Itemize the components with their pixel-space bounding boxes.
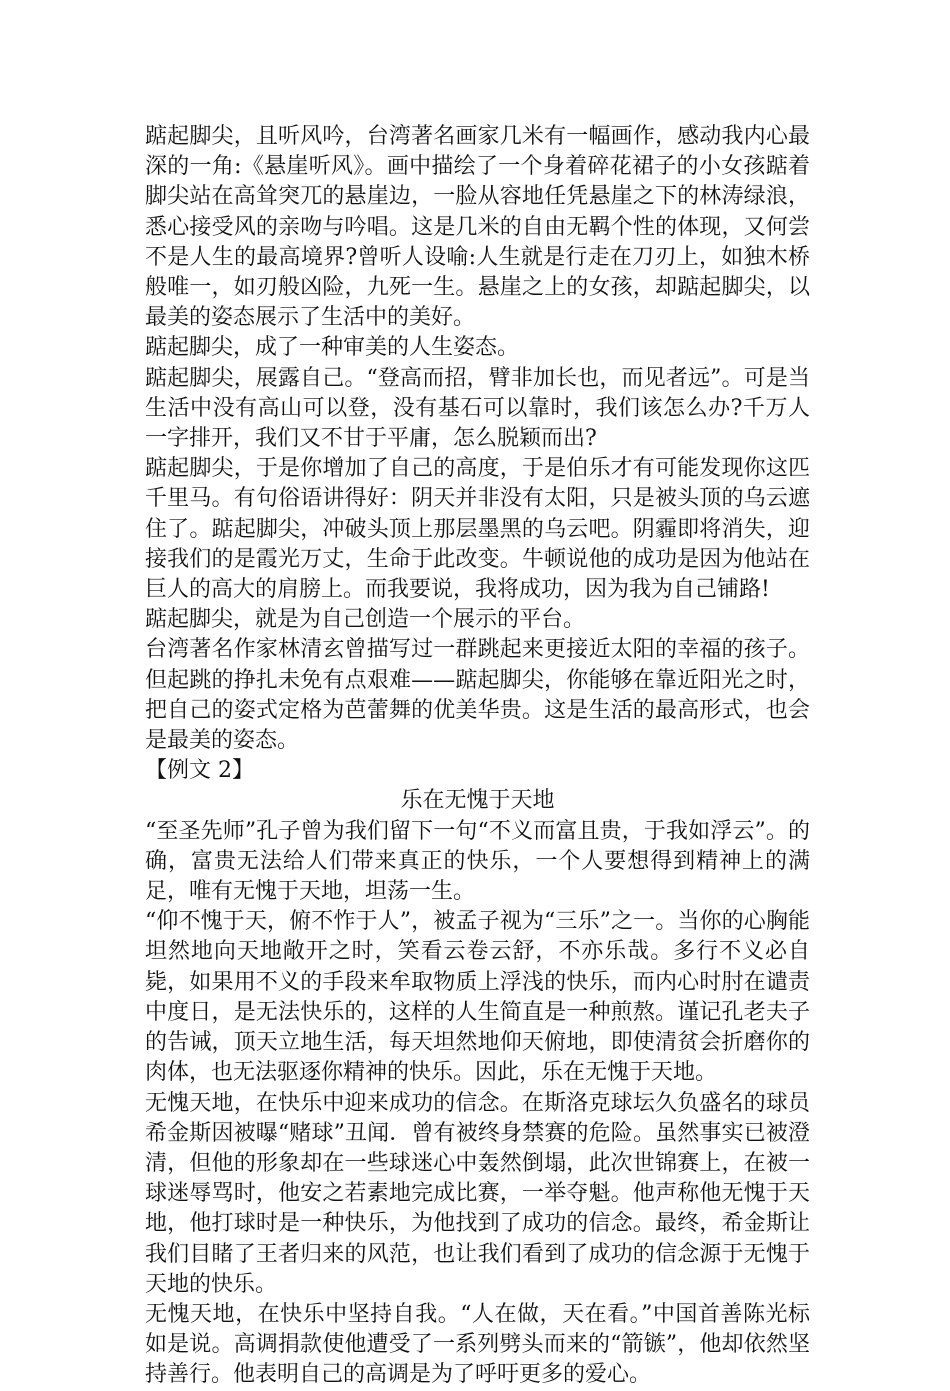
essay-title: 乐在无愧于天地 xyxy=(400,788,555,814)
document-page xyxy=(145,122,810,1391)
paragraph-chen-guangbiao: 无愧天地，在快乐中坚持自我。“人在做，天在看。”中国首善陈光标如是说。高调捐款使他遭受了一系列劈头而来的“箭镞”，他却依然坚持善行。他表明自己的高调是为了呼吁更多的爱心。 xyxy=(145,1301,810,1388)
paragraph-show-self: 踮起脚尖，展露自己。“登高而招，臂非加长也，而见者远”。可是当生活中没有高山可以登，没有基石可以靠时，我们该怎么办?千万人一字排开，我们又不甘于平庸，怎么脱颖而出? xyxy=(145,365,810,452)
example-label: 【例文 2】 xyxy=(145,758,254,784)
paragraph-higgins: 无愧天地，在快乐中迎来成功的信念。在斯洛克球坛久负盛名的球员希金斯因被曝“赌球”丑闻．曾有被终身禁赛的危险。虽然事实已被澄清，但他的形象却在一些球迷心中轰然倒塌，此次世锦赛上，在被一球迷辱骂时，他安之若素地完成比赛，一举夺魁。他声称他无愧于天地，他打球时是一种快乐，为他找到了成功的信念。最终，希金斯让我们目睹了王者归来的风范，也让我们看到了成功的信念源于无愧于天地的快乐。 xyxy=(145,1090,810,1297)
paragraph-platform: 踮起脚尖，就是为自己创造一个展示的平台。 xyxy=(145,607,586,633)
paragraph-height: 踮起脚尖，于是你增加了自己的高度，于是伯乐才有可能发现你这匹千里马。有句俗语讲得好：阴天并非没有太阳，只是被头顶的乌云遮住了。踮起脚尖，冲破头顶上那层墨黑的乌云吧。阴霾即将消失，迎接我们的是霞光万丈，生命于此改变。牛顿说他的成功是因为他站在巨人的高大的肩膀上。而我要说，我将成功，因为我为自己铺路! xyxy=(145,456,810,603)
paragraph-confucius: “至圣先师”孔子曾为我们留下一句“不义而富且贵，于我如浮云”。的确，富贵无法给人们带来真正的快乐，一个人要想得到精神上的满足，唯有无愧于天地，坦荡一生。 xyxy=(145,818,810,905)
paragraph-mencius: “仰不愧于天，俯不怍于人”，被孟子视为“三乐”之一。当你的心胸能坦然地向天地敞开之时，笑看云卷云舒，不亦乐哉。多行不义必自毙，如果用不义的手段来牟取物质上浮浅的快乐，而内心时肘在谴责中度日，是无法快乐的，这样的人生简直是一种煎熬。谨记孔老夫子的告诫，顶天立地生活，每天坦然地仰天俯地，即使清贫会折磨你的肉体，也无法驱逐你精神的快乐。因此，乐在无愧于天地。 xyxy=(145,909,810,1086)
paragraph-aesthetic: 踮起脚尖，成了一种审美的人生姿态。 xyxy=(145,335,520,361)
paragraph-conclusion: 台湾著名作家林清玄曾描写过一群跳起来更接近太阳的幸福的孩子。但起跳的挣扎未免有点艰难——踮起脚尖，你能够在靠近阳光之时，把自己的姿式定格为芭蕾舞的优美华贵。这是生活的最高形式，也会是最美的姿态。 xyxy=(145,637,810,754)
paragraph-intro: 踮起脚尖，且听风吟，台湾著名画家几米有一幅画作，感动我内心最深的一角:《悬崖听风》。画中描绘了一个身着碎花裙子的小女孩踮着脚尖站在高耸突兀的悬崖边，一脸从容地任凭悬崖之下的林涛绿浪，悉心接受风的亲吻与吟唱。这是几米的自由无羁个性的体现，又何尝不是人生的最高境界?曾听人设喻:人生就是行走在刀刃上，如独木桥般唯一，如刃般凶险，九死一生。悬崖之上的女孩，却踮起脚尖，以最美的姿态展示了生活中的美好。 xyxy=(145,124,810,331)
